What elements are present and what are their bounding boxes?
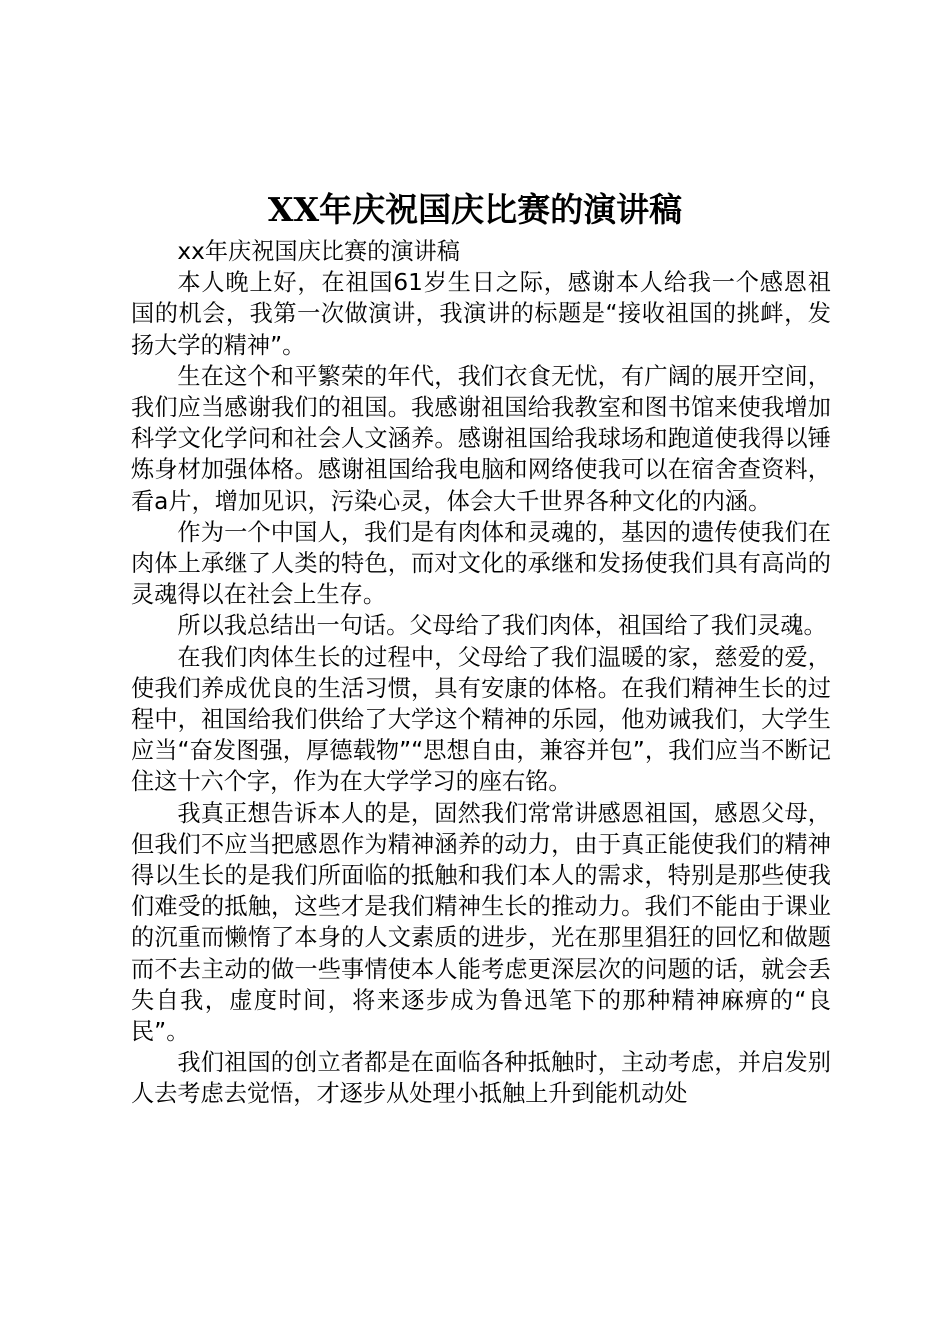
paragraph: 生在这个和平繁荣的年代，我们衣食无忧，有广阔的展开空间，我们应当感谢我们的祖国。我感谢祖国给我教室和图书馆来使我增加科学文化学问和社会人文涵养。感谢祖国给我球场和跑道使我得以锤炼身材加强体格。感谢祖国给我电脑和网络使我可以在宿舍查资料，看a片，增加见识，污染心灵，体会大千世界各种文化的内涵。 [131,362,831,515]
document-body [131,236,831,1110]
paragraph: 作为一个中国人，我们是有肉体和灵魂的，基因的遗传使我们在肉体上承继了人类的特色，而对文化的承继和发扬使我们具有高尚的灵魂得以在社会上生存。 [131,518,831,609]
paragraph-subtitle: xx年庆祝国庆比赛的演讲稿 [177,238,460,265]
paragraph: 我们祖国的创立者都是在面临各种抵触时，主动考虑，并启发别人去考虑去觉悟，才逐步从处理小抵触上升到能机动处 [131,1049,831,1108]
paragraph: 在我们肉体生长的过程中，父母给了我们温暖的家，慈爱的爱，使我们养成优良的生活习惯，具有安康的体格。在我们精神生长的过程中，祖国给我们供给了大学这个精神的乐园，他劝诫我们，大学生应当“奋发图强，厚德载物”“思想自由，兼容并包”，我们应当不断记住这十六个字，作为在大学学习的座右铭。 [131,643,831,796]
paragraph: 所以我总结出一句话。父母给了我们肉体，祖国给了我们灵魂。 [177,612,827,640]
document-title: XX年庆祝国庆比赛的演讲稿 [267,190,683,229]
paragraph: 我真正想告诉本人的是，固然我们常常讲感恩祖国，感恩父母，但我们不应当把感恩作为精神涵养的动力，由于真正能使我们的精神得以生长的是我们所面临的抵触和我们本人的需求，特别是那些使我们难受的抵触，这些才是我们精神生长的推动力。我们不能由于课业的沉重而懒惰了本身的人文素质的进步，光在那里猖狂的回忆和做题而不去主动的做一些事情使本人能考虑更深层次的问题的话，就会丢失自我，虚度时间，将来逐步成为鲁迅笔下的那种精神麻痹的“良民”。 [131,799,831,1046]
paragraph: 本人晚上好，在祖国61岁生日之际，感谢本人给我一个感恩祖国的机会，我第一次做演讲，我演讲的标题是“接收祖国的挑衅，发扬大学的精神”。 [131,269,831,359]
